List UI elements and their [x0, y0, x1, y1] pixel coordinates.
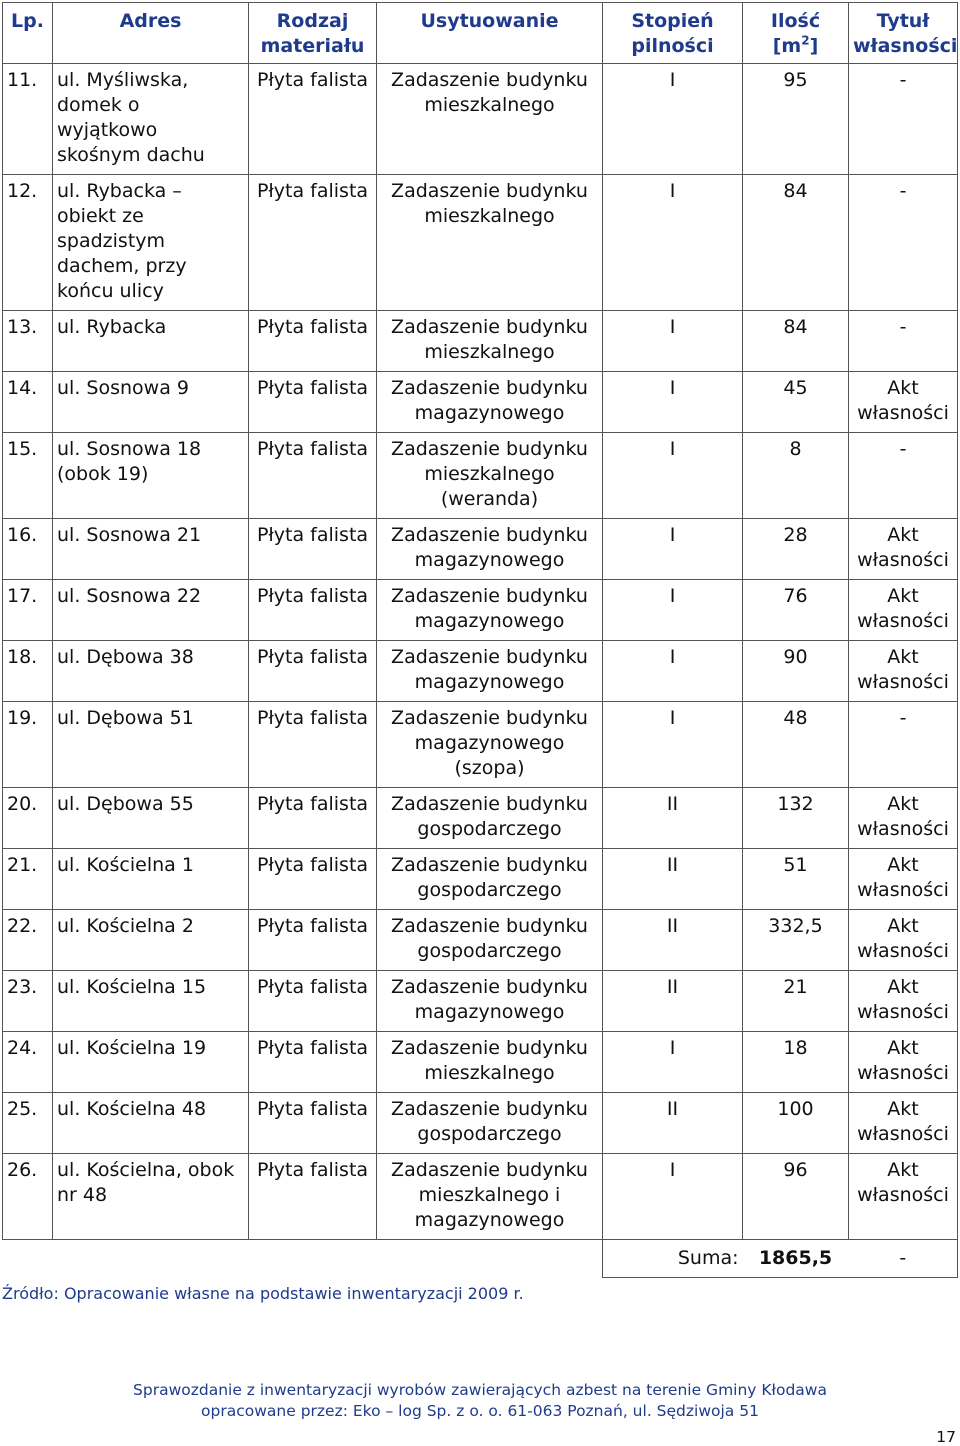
cell-address: ul. Dębowa 38 — [53, 641, 249, 702]
cell-degree: I — [603, 64, 743, 175]
cell-position: Zadaszenie budynku gospodarczego — [377, 849, 603, 910]
cell-lp: 24. — [3, 1032, 53, 1093]
cell-lp: 13. — [3, 311, 53, 372]
cell-position: Zadaszenie budynku magazynowego — [377, 372, 603, 433]
summary-label: Suma: — [603, 1240, 743, 1278]
page-footer — [0, 1380, 960, 1422]
table-row — [3, 1032, 958, 1093]
page-number: 17 — [936, 1428, 956, 1446]
footer-line-2: opracowane przez: Eko – log Sp. z o. o. 61-063 Poznań, ul. Sędziwoja 51 — [201, 1402, 759, 1420]
cell-position: Zadaszenie budynku mieszkalnego — [377, 175, 603, 311]
table-body — [3, 64, 958, 1278]
cell-title: Akt własności — [849, 372, 958, 433]
table-row — [3, 788, 958, 849]
cell-position: Zadaszenie budynku magazynowego — [377, 971, 603, 1032]
cell-degree: I — [603, 311, 743, 372]
cell-degree: I — [603, 175, 743, 311]
cell-quantity: 90 — [743, 641, 849, 702]
cell-title: Akt własności — [849, 641, 958, 702]
table-row — [3, 519, 958, 580]
cell-title: - — [849, 175, 958, 311]
table-row — [3, 175, 958, 311]
cell-lp: 21. — [3, 849, 53, 910]
cell-lp: 11. — [3, 64, 53, 175]
cell-degree: II — [603, 788, 743, 849]
cell-title: Akt własności — [849, 971, 958, 1032]
cell-material: Płyta falista — [249, 702, 377, 788]
cell-address: ul. Sosnowa 9 — [53, 372, 249, 433]
cell-title: Akt własności — [849, 580, 958, 641]
header-quantity — [743, 3, 849, 64]
summary-row — [3, 1240, 958, 1278]
cell-material: Płyta falista — [249, 849, 377, 910]
cell-lp: 26. — [3, 1154, 53, 1240]
cell-degree: II — [603, 971, 743, 1032]
summary-title: - — [849, 1240, 958, 1278]
cell-quantity: 48 — [743, 702, 849, 788]
cell-degree: I — [603, 580, 743, 641]
cell-quantity: 100 — [743, 1093, 849, 1154]
cell-quantity: 332,5 — [743, 910, 849, 971]
cell-quantity: 51 — [743, 849, 849, 910]
cell-position: Zadaszenie budynku magazynowego — [377, 519, 603, 580]
cell-degree: I — [603, 702, 743, 788]
cell-lp: 15. — [3, 433, 53, 519]
cell-degree: II — [603, 849, 743, 910]
table-row — [3, 910, 958, 971]
cell-position: Zadaszenie budynku gospodarczego — [377, 910, 603, 971]
header-quantity-unit-close: ] — [809, 35, 819, 57]
cell-lp: 19. — [3, 702, 53, 788]
cell-material: Płyta falista — [249, 1093, 377, 1154]
cell-position: Zadaszenie budynku mieszkalnego — [377, 64, 603, 175]
header-quantity-unit-sup: 2 — [801, 33, 810, 48]
cell-material: Płyta falista — [249, 641, 377, 702]
cell-quantity: 76 — [743, 580, 849, 641]
cell-quantity: 84 — [743, 175, 849, 311]
cell-address: ul. Sosnowa 21 — [53, 519, 249, 580]
cell-address: ul. Kościelna 2 — [53, 910, 249, 971]
cell-degree: I — [603, 641, 743, 702]
cell-quantity: 18 — [743, 1032, 849, 1093]
cell-material: Płyta falista — [249, 1032, 377, 1093]
cell-position: Zadaszenie budynku mieszkalnego (weranda) — [377, 433, 603, 519]
table-row — [3, 971, 958, 1032]
cell-material: Płyta falista — [249, 788, 377, 849]
table-row — [3, 1093, 958, 1154]
cell-lp: 14. — [3, 372, 53, 433]
cell-lp: 18. — [3, 641, 53, 702]
cell-material: Płyta falista — [249, 175, 377, 311]
cell-position: Zadaszenie budynku magazynowego — [377, 641, 603, 702]
source-note: Źródło: Opracowanie własne na podstawie inwentaryzacji 2009 r. — [2, 1284, 524, 1303]
cell-quantity: 96 — [743, 1154, 849, 1240]
header-quantity-unit-open: [m — [772, 35, 802, 57]
cell-material: Płyta falista — [249, 580, 377, 641]
cell-address: ul. Kościelna, obok nr 48 — [53, 1154, 249, 1240]
cell-quantity: 84 — [743, 311, 849, 372]
cell-title: Akt własności — [849, 849, 958, 910]
cell-degree: I — [603, 519, 743, 580]
cell-material: Płyta falista — [249, 311, 377, 372]
cell-position: Zadaszenie budynku gospodarczego — [377, 788, 603, 849]
cell-quantity: 95 — [743, 64, 849, 175]
table-row — [3, 311, 958, 372]
cell-quantity: 132 — [743, 788, 849, 849]
cell-address: ul. Kościelna 48 — [53, 1093, 249, 1154]
table-row — [3, 702, 958, 788]
cell-quantity: 21 — [743, 971, 849, 1032]
table-header-row — [3, 3, 958, 64]
cell-position: Zadaszenie budynku gospodarczego — [377, 1093, 603, 1154]
cell-title: - — [849, 433, 958, 519]
cell-address: ul. Rybacka — [53, 311, 249, 372]
cell-lp: 17. — [3, 580, 53, 641]
table-row — [3, 433, 958, 519]
cell-position: Zadaszenie budynku mieszkalnego — [377, 1032, 603, 1093]
cell-material: Płyta falista — [249, 64, 377, 175]
summary-spacer — [3, 1240, 603, 1278]
cell-address: ul. Dębowa 51 — [53, 702, 249, 788]
cell-position: Zadaszenie budynku mieszkalnego i magazynowego — [377, 1154, 603, 1240]
cell-material: Płyta falista — [249, 971, 377, 1032]
asbestos-inventory-table — [2, 2, 958, 1278]
cell-material: Płyta falista — [249, 910, 377, 971]
cell-title: - — [849, 311, 958, 372]
cell-address: ul. Sosnowa 22 — [53, 580, 249, 641]
cell-material: Płyta falista — [249, 519, 377, 580]
cell-title: Akt własności — [849, 1093, 958, 1154]
header-material: Rodzaj materiału — [249, 3, 377, 64]
cell-degree: I — [603, 1032, 743, 1093]
header-title: Tytuł własności — [849, 3, 958, 64]
cell-lp: 22. — [3, 910, 53, 971]
header-lp: Lp. — [3, 3, 53, 64]
header-address: Adres — [53, 3, 249, 64]
cell-lp: 20. — [3, 788, 53, 849]
cell-quantity: 45 — [743, 372, 849, 433]
cell-title: Akt własności — [849, 910, 958, 971]
table-row — [3, 1154, 958, 1240]
header-position: Usytuowanie — [377, 3, 603, 64]
cell-lp: 25. — [3, 1093, 53, 1154]
cell-title: Akt własności — [849, 788, 958, 849]
cell-degree: I — [603, 433, 743, 519]
table-row — [3, 641, 958, 702]
cell-lp: 23. — [3, 971, 53, 1032]
cell-address: ul. Myśliwska, domek o wyjątkowo skośnym dachu — [53, 64, 249, 175]
cell-material: Płyta falista — [249, 433, 377, 519]
cell-address: ul. Kościelna 1 — [53, 849, 249, 910]
cell-lp: 12. — [3, 175, 53, 311]
cell-material: Płyta falista — [249, 1154, 377, 1240]
header-degree: Stopień pilności — [603, 3, 743, 64]
cell-position: Zadaszenie budynku magazynowego (szopa) — [377, 702, 603, 788]
cell-quantity: 8 — [743, 433, 849, 519]
cell-address: ul. Sosnowa 18 (obok 19) — [53, 433, 249, 519]
summary-value: 1865,5 — [743, 1240, 849, 1278]
cell-degree: I — [603, 372, 743, 433]
cell-title: Akt własności — [849, 519, 958, 580]
cell-address: ul. Kościelna 15 — [53, 971, 249, 1032]
cell-address: ul. Kościelna 19 — [53, 1032, 249, 1093]
cell-material: Płyta falista — [249, 372, 377, 433]
table-row — [3, 372, 958, 433]
cell-degree: I — [603, 1154, 743, 1240]
cell-degree: II — [603, 910, 743, 971]
table-row — [3, 849, 958, 910]
cell-degree: II — [603, 1093, 743, 1154]
cell-address: ul. Rybacka – obiekt ze spadzistym dachem, przy końcu ulicy — [53, 175, 249, 311]
cell-position: Zadaszenie budynku mieszkalnego — [377, 311, 603, 372]
cell-title: Akt własności — [849, 1032, 958, 1093]
cell-lp: 16. — [3, 519, 53, 580]
cell-quantity: 28 — [743, 519, 849, 580]
cell-title: - — [849, 702, 958, 788]
footer-line-1: Sprawozdanie z inwentaryzacji wyrobów zawierających azbest na terenie Gminy Kłodawa — [133, 1381, 827, 1399]
header-quantity-label: Ilość — [770, 10, 821, 32]
cell-address: ul. Dębowa 55 — [53, 788, 249, 849]
table-row — [3, 580, 958, 641]
table-row — [3, 64, 958, 175]
cell-title: - — [849, 64, 958, 175]
cell-position: Zadaszenie budynku magazynowego — [377, 580, 603, 641]
cell-title: Akt własności — [849, 1154, 958, 1240]
